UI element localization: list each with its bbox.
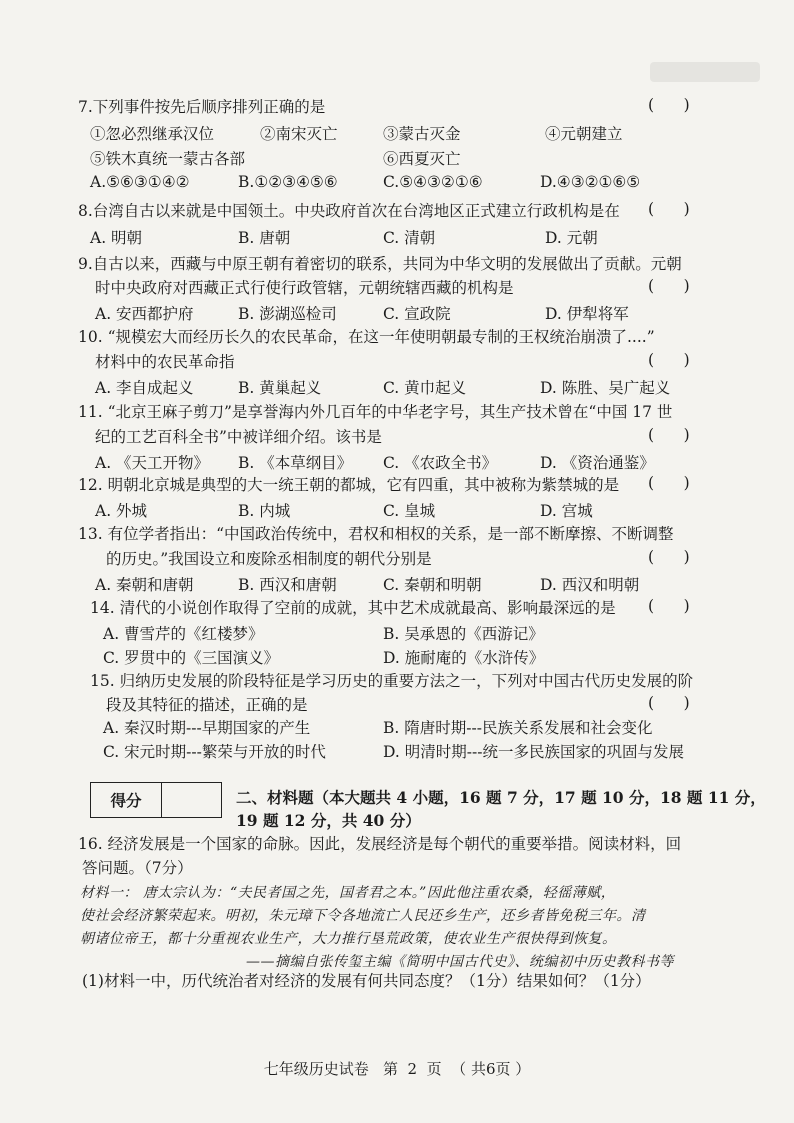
scan-smudge [650,62,760,82]
q9-stem-line2: 时中央政府对西藏正式行使行政管辖，元朝统辖西藏的机构是 [95,279,514,297]
q7-option-b: B.①②③④⑤⑥ [238,173,338,191]
score-blank-cell [162,783,221,817]
q14-option-c: C. 罗贯中的《三国演义》 [103,649,280,667]
q10-option-d: D. 陈胜、吴广起义 [540,379,671,397]
q13-stem-line2: 的历史。”我国设立和废除丞相制度的朝代分别是 [106,550,432,568]
q8-option-b: B. 唐朝 [238,229,291,247]
q7-option-d: D.④③②①⑥⑤ [540,173,641,191]
q10-answer-paren: ( ) [648,351,690,369]
q13-answer-paren: ( ) [648,548,690,566]
q11-stem-line1: 11. “北京王麻子剪刀”是享誉海内外几百年的中华老字号，其生产技术曾在“中国 17 世 [78,403,673,421]
q7-item-5: ⑤铁木真统一蒙古各部 [90,150,246,168]
q15-answer-paren: ( ) [648,694,690,712]
q14-answer-paren: ( ) [648,597,690,615]
section2-heading-line2: 19 题 12 分，共 40 分） [236,811,421,830]
q10-option-b: B. 黄巢起义 [238,379,322,397]
q15-option-b: B. 隋唐时期---民族关系发展和社会变化 [383,719,653,737]
q10-stem-line1: 10. “规模宏大而经历长久的农民革命，在这一年使明朝最专制的王权统治崩溃了....” [78,328,655,346]
q11-option-b: B. 《本草纲目》 [238,454,353,472]
q7-item-4: ④元朝建立 [545,125,623,143]
q11-stem-line2: 纪的工艺百科全书”中被详细介绍。该书是 [95,428,382,446]
q8-option-d: D. 元朝 [545,229,598,247]
score-box [90,782,222,818]
q10-option-c: C. 黄巾起义 [383,379,467,397]
q8-stem: 8.台湾自古以来就是中国领土。中央政府首次在台湾地区正式建立行政机构是在 [78,202,620,220]
q12-stem: 12. 明朝北京城是典型的大一统王朝的都城，它有四重，其中被称为紫禁城的是 [78,476,620,494]
q16-material-line3: 朝诸位帝王，都十分重视农业生产，大力推行垦荒政策，使农业生产很快得到恢复。 [80,931,617,947]
q8-answer-paren: ( ) [648,200,690,218]
q9-option-d: D. 伊犁将军 [545,305,629,323]
q16-material-line2: 使社会经济繁荣起来。明初，朱元璋下令各地流亡人民还乡生产，还乡者皆免税三年。清 [80,908,646,924]
q12-answer-paren: ( ) [648,474,690,492]
q10-option-a: A. 李自成起义 [95,379,194,397]
q9-option-a: A. 安西都护府 [95,305,194,323]
q7-option-a: A.⑤⑥③①④② [90,173,190,191]
q7-stem: 7.下列事件按先后顺序排列正确的是 [78,98,326,116]
q7-item-3: ③蒙古灭金 [383,125,461,143]
q10-stem-line2: 材料中的农民革命指 [95,353,235,371]
q7-item-2: ②南宋灭亡 [260,125,338,143]
q14-stem: 14. 清代的小说创作取得了空前的成就，其中艺术成就最高、影响最深远的是 [90,599,616,617]
q13-stem-line1: 13. 有位学者指出：“中国政治传统中，君权和相权的关系，是一部不断摩擦、不断调整 [78,525,674,543]
q13-option-c: C. 秦朝和明朝 [383,576,482,594]
q12-option-b: B. 内城 [238,502,291,520]
q15-option-c: C. 宋元时期---繁荣与开放的时代 [103,743,326,761]
q15-stem-line2: 段及其特征的描述，正确的是 [106,696,308,714]
q13-option-a: A. 秦朝和唐朝 [95,576,194,594]
score-label: 得分 [91,783,162,817]
q16-stem-line2: 答问题。（7分） [82,859,193,877]
q14-option-d: D. 施耐庵的《水浒传》 [383,649,545,667]
q15-option-a: A. 秦汉时期---早期国家的产生 [103,719,311,737]
q11-answer-paren: ( ) [648,426,690,444]
q11-option-a: A. 《天工开物》 [95,454,210,472]
q16-subquestion-1: (1)材料一中，历代统治者对经济的发展有何共同态度？（1分）结果如何？（1分） [82,972,651,990]
q9-stem-line1: 9.自古以来，西藏与中原王朝有着密切的联系，共同为中华文明的发展做出了贡献。元朝 [78,255,682,273]
q13-option-b: B. 西汉和唐朝 [238,576,337,594]
page-footer: 七年级历史试卷 第 2 页 （ 共6页 ） [263,1060,531,1078]
q9-answer-paren: ( ) [648,277,690,295]
q11-option-c: C. 《农政全书》 [383,454,498,472]
q7-option-c: C.⑤④③②①⑥ [383,173,483,191]
q8-option-a: A. 明朝 [90,229,143,247]
q7-item-1: ①忽必烈继承汉位 [90,125,215,143]
q11-option-d: D. 《资治通鉴》 [540,454,655,472]
section2-heading-line1: 二、材料题（本大题共 4 小题，16 题 7 分，17 题 10 分，18 题 11 分， [236,788,766,807]
q7-item-6: ⑥西夏灭亡 [383,150,461,168]
q14-option-b: B. 吴承恩的《西游记》 [383,625,544,643]
q9-option-b: B. 澎湖巡检司 [238,305,337,323]
q16-material-line1: 材料一： 唐太宗认为：“夫民者国之先，国者君之本。”因此他注重农桑，轻徭薄赋， [80,885,616,901]
q12-option-a: A. 外城 [95,502,148,520]
q13-option-d: D. 西汉和明朝 [540,576,640,594]
q16-material-source: ——摘编自张传玺主编《简明中国古代史》、统编初中历史教科书等 [246,954,674,970]
q12-option-c: C. 皇城 [383,502,436,520]
q7-answer-paren: ( ) [648,96,690,114]
q16-stem-line1: 16. 经济发展是一个国家的命脉。因此，发展经济是每个朝代的重要举措。阅读材料，回 [78,835,682,853]
q8-option-c: C. 清朝 [383,229,436,247]
q9-option-c: C. 宣政院 [383,305,451,323]
q14-option-a: A. 曹雪芹的《红楼梦》 [103,625,264,643]
q15-option-d: D. 明清时期---统一多民族国家的巩固与发展 [383,743,684,761]
q12-option-d: D. 宫城 [540,502,593,520]
q15-stem-line1: 15. 归纳历史发展的阶段特征是学习历史的重要方法之一，下列对中国古代历史发展的阶 [90,672,694,690]
